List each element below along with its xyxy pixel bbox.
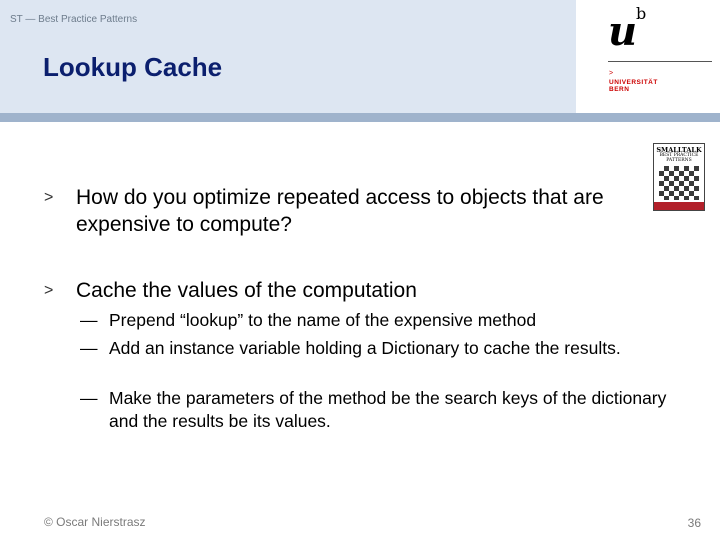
bullet-answer [44, 277, 644, 304]
logo-b: b [636, 4, 647, 23]
footer-copyright: © Oscar Nierstrasz [44, 515, 146, 529]
subitem-text: Add an instance variable holding a Dictionary to cache the results. [109, 338, 621, 358]
logo-rule [608, 61, 712, 62]
course-label: ST — Best Practice Patterns [10, 14, 138, 25]
subitem-instance-variable [80, 337, 670, 360]
book-band [654, 202, 704, 210]
logo-bern-text: BERN [609, 86, 630, 93]
bullet-question [44, 184, 644, 238]
subitem-search-keys [80, 387, 670, 433]
dash-marker: — [80, 310, 98, 330]
bullet-text: How do you optimize repeated access to objects that are expensive to compute? [76, 186, 604, 236]
slide-title: Lookup Cache [43, 52, 223, 82]
book-title: SMALLTALK [656, 146, 702, 154]
book-subtitle: BEST PRACTICE PATTERNS [659, 153, 699, 163]
dash-marker: — [80, 338, 98, 358]
subitem-text: Make the parameters of the method be the search keys of the dictionary and the results be its values. [109, 388, 667, 431]
university-logo [606, 6, 712, 96]
logo-university-text: UNIVERSITÄT [609, 79, 658, 86]
logo-u: u [608, 8, 638, 55]
dash-marker: — [80, 388, 98, 408]
bullet-marker: > [44, 282, 54, 299]
book-cover-image [653, 143, 705, 211]
chessboard-illustration [659, 166, 699, 200]
subitem-prepend-lookup [80, 309, 670, 332]
header-rule [0, 113, 720, 122]
bullet-text: Cache the values of the computation [76, 279, 417, 302]
bullet-marker: > [44, 189, 54, 206]
page-number: 36 [687, 516, 701, 530]
logo-caret: > [609, 70, 614, 77]
subitem-text: Prepend “lookup” to the name of the expensive method [109, 310, 537, 330]
